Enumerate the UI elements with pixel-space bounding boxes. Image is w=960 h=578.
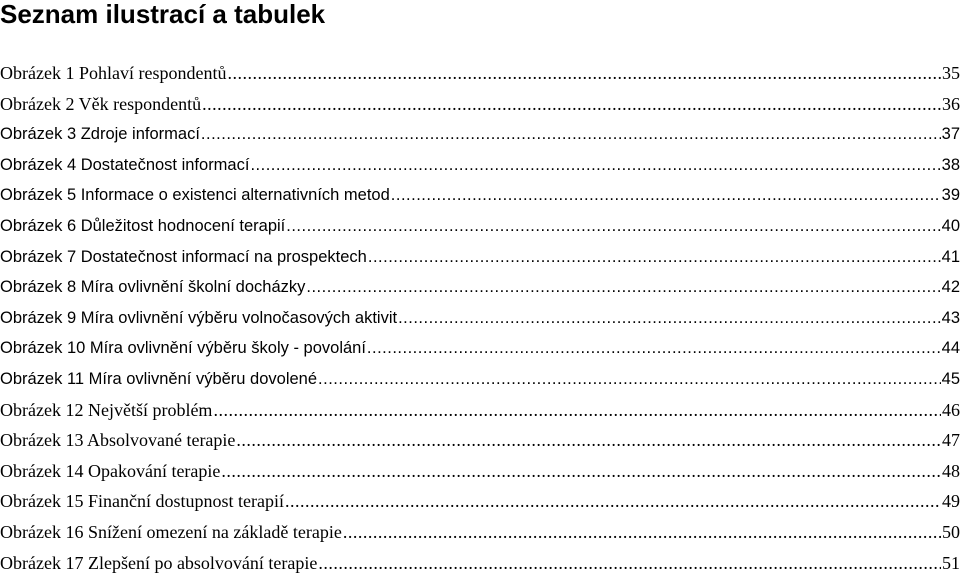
toc-entry[interactable] xyxy=(0,333,960,364)
entry-page-number: 38 xyxy=(941,155,960,174)
toc-entry[interactable] xyxy=(0,119,960,150)
toc-entry[interactable] xyxy=(0,395,960,426)
entry-label: Obrázek 5 Informace o existenci alternativních metod xyxy=(0,186,390,205)
toc-entry[interactable] xyxy=(0,456,960,487)
entry-label: Obrázek 13 Absolvované terapie xyxy=(0,430,236,451)
entry-page-number: 49 xyxy=(942,491,960,512)
entry-label: Obrázek 14 Opakování terapie xyxy=(0,460,221,481)
entry-label: Obrázek 12 Největší problém xyxy=(0,399,213,420)
dot-leader xyxy=(368,242,941,272)
toc-entry[interactable] xyxy=(0,364,960,395)
entry-page-number: 42 xyxy=(941,278,960,297)
entry-label: Obrázek 8 Míra ovlivnění školní docházky xyxy=(0,278,306,297)
dot-leader xyxy=(202,89,941,119)
dot-leader xyxy=(236,425,941,455)
entry-page-number: 35 xyxy=(942,63,960,83)
toc-entry[interactable] xyxy=(0,303,960,334)
toc-entry[interactable] xyxy=(0,180,960,211)
dot-leader xyxy=(201,119,941,149)
entry-label: Obrázek 1 Pohlaví respondentů xyxy=(0,63,227,83)
dot-leader xyxy=(227,58,941,88)
entry-page-number: 39 xyxy=(941,186,960,205)
dot-leader xyxy=(367,333,941,363)
toc-entry[interactable] xyxy=(0,58,960,89)
dot-leader xyxy=(221,456,941,486)
toc-entry[interactable] xyxy=(0,548,960,578)
dot-leader xyxy=(343,517,941,547)
dot-leader xyxy=(250,150,940,180)
entry-label: Obrázek 4 Dostatečnost informací xyxy=(0,155,250,174)
toc-entry[interactable] xyxy=(0,425,960,456)
entry-label: Obrázek 15 Finanční dostupnost terapií xyxy=(0,491,284,512)
entry-page-number: 51 xyxy=(942,552,960,573)
entry-page-number: 48 xyxy=(942,460,960,481)
dot-leader xyxy=(285,486,941,516)
entry-page-number: 40 xyxy=(941,216,960,235)
entry-page-number: 46 xyxy=(942,399,960,420)
entry-page-number: 41 xyxy=(941,247,960,266)
entry-page-number: 36 xyxy=(942,93,960,114)
dot-leader xyxy=(391,180,941,210)
entry-label: Obrázek 2 Věk respondentů xyxy=(0,93,202,114)
entry-page-number: 47 xyxy=(942,430,960,451)
entry-label: Obrázek 9 Míra ovlivnění výběru volnočasových aktivit xyxy=(0,308,398,327)
toc-entry[interactable] xyxy=(0,242,960,273)
dot-leader xyxy=(398,303,941,333)
entry-label: Obrázek 16 Snížení omezení na základě terapie xyxy=(0,521,342,542)
toc-entry[interactable] xyxy=(0,150,960,181)
entry-label: Obrázek 3 Zdroje informací xyxy=(0,125,200,144)
toc-entry[interactable] xyxy=(0,211,960,242)
entry-page-number: 43 xyxy=(941,308,960,327)
dot-leader xyxy=(213,395,941,425)
entry-label: Obrázek 11 Míra ovlivnění výběru dovolené xyxy=(0,369,318,388)
dot-leader xyxy=(318,548,941,578)
entry-page-number: 50 xyxy=(942,521,960,542)
dot-leader xyxy=(286,211,940,241)
dot-leader xyxy=(318,364,941,394)
entry-page-number: 45 xyxy=(941,369,960,388)
list-of-figures xyxy=(0,58,960,578)
toc-entry[interactable] xyxy=(0,272,960,303)
toc-entry[interactable] xyxy=(0,517,960,548)
toc-entry[interactable] xyxy=(0,486,960,517)
page-title: Seznam ilustrací a tabulek xyxy=(0,0,326,29)
entry-label: Obrázek 7 Dostatečnost informací na prospektech xyxy=(0,247,367,266)
entry-label: Obrázek 17 Zlepšení po absolvování terapie xyxy=(0,552,318,573)
entry-page-number: 37 xyxy=(941,125,960,144)
toc-entry[interactable] xyxy=(0,89,960,120)
entry-page-number: 44 xyxy=(941,339,960,358)
entry-label: Obrázek 6 Důležitost hodnocení terapií xyxy=(0,216,286,235)
entry-label: Obrázek 10 Míra ovlivnění výběru školy - povolání xyxy=(0,339,366,358)
dot-leader xyxy=(306,272,940,302)
